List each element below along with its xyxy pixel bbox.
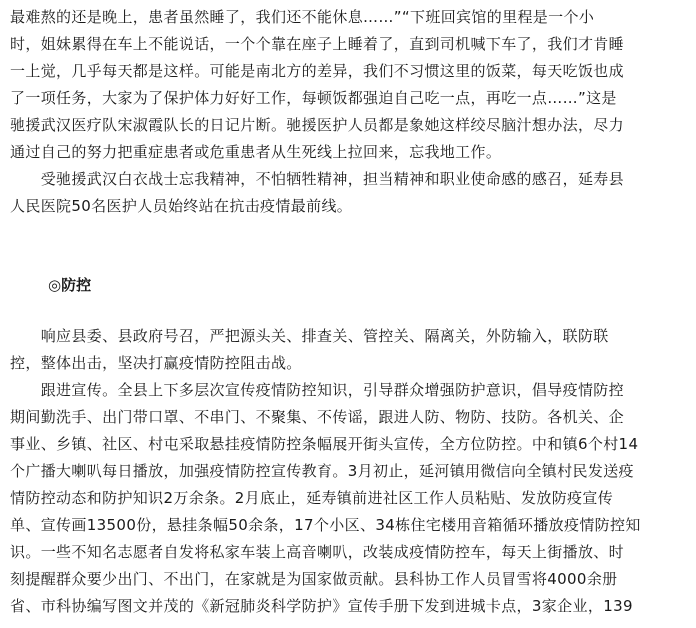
paragraph-line: 事业、乡镇、社区、村屯采取悬挂疫情防控条幅展开街头宣传，全方位防控。中和镇6个村14 (10, 435, 639, 453)
paragraph-line: 控，整体出击，坚决打赢疫情防控阻击战。 (10, 354, 302, 372)
section-heading: ◎防控 (48, 276, 92, 294)
paragraph-line: 单、宣传画13500份，悬挂条幅50余条，17个小区、34栋住宅楼用音箱循环播放疫情防控知 (10, 516, 641, 534)
paragraph-line: 一上觉，几乎每天都是这样。可能是南北方的差异，我们不习惯这里的饭菜，每天吃饭也成 (10, 62, 625, 80)
paragraph-line: 响应县委、县政府号召，严把源头关、排查关、管控关、隔离关，外防输入，联防联 (10, 327, 609, 345)
paragraph-line: 跟进宣传。全县上下多层次宣传疫情防控知识，引导群众增强防护意识，倡导疫情防控 (10, 381, 625, 399)
paragraph-line: 通过自己的努力把重症患者或危重患者从生死线上拉回来，忘我地工作。 (10, 143, 502, 161)
paragraph-line: 识。一些不知名志愿者自发将私家车装上高音喇叭，改装成疫情防控车，每天上街播放、时 (10, 543, 625, 561)
paragraph-line: 最难熬的还是晚上，患者虽然睡了，我们还不能休息……”“下班回宾馆的里程是一个小 (10, 8, 595, 26)
paragraph-line: 驰援武汉医疗队宋淑霞队长的日记片断。驰援医护人员都是象她这样绞尽脑汁想办法，尽力 (10, 116, 625, 134)
paragraph-line: 刻提醒群众要少出门、不出门，在家就是为国家做贡献。县科协工作人员冒雪将4000余册 (10, 570, 618, 588)
paragraph-line: 时，姐妹累得在车上不能说话，一个个靠在座子上睡着了，直到司机喊下车了，我们才肯睡 (10, 35, 625, 53)
paragraph-line: 省、市科协编写图文并茂的《新冠肺炎科学防护》宣传手册下发到进城卡点，3家企业，139 (10, 597, 633, 615)
paragraph-line: 个广播大喇叭每日播放，加强疫情防控宣传教育。3月初止，延河镇用微信向全镇村民发送疫 (10, 462, 634, 480)
paragraph-line: 人民医院50名医护人员始终站在抗击疫情最前线。 (10, 197, 353, 215)
paragraph-line: 受驰援武汉白衣战士忘我精神，不怕牺牲精神，担当精神和职业使命感的感召，延寿县 (10, 170, 625, 188)
paragraph-line: 期间勤洗手、出门带口罩、不串门、不聚集、不传谣，跟进人防、物防、技防。各机关、企 (10, 408, 625, 426)
paragraph-line: 情防控动态和防护知识2万余条。2月底止，延寿镇前进社区工作人员粘贴、发放防疫宣传 (10, 489, 614, 507)
paragraph-line: 了一项任务，大家为了保护体力好好工作，每顿饭都强迫自己吃一点，再吃一点……”这是 (10, 89, 617, 107)
